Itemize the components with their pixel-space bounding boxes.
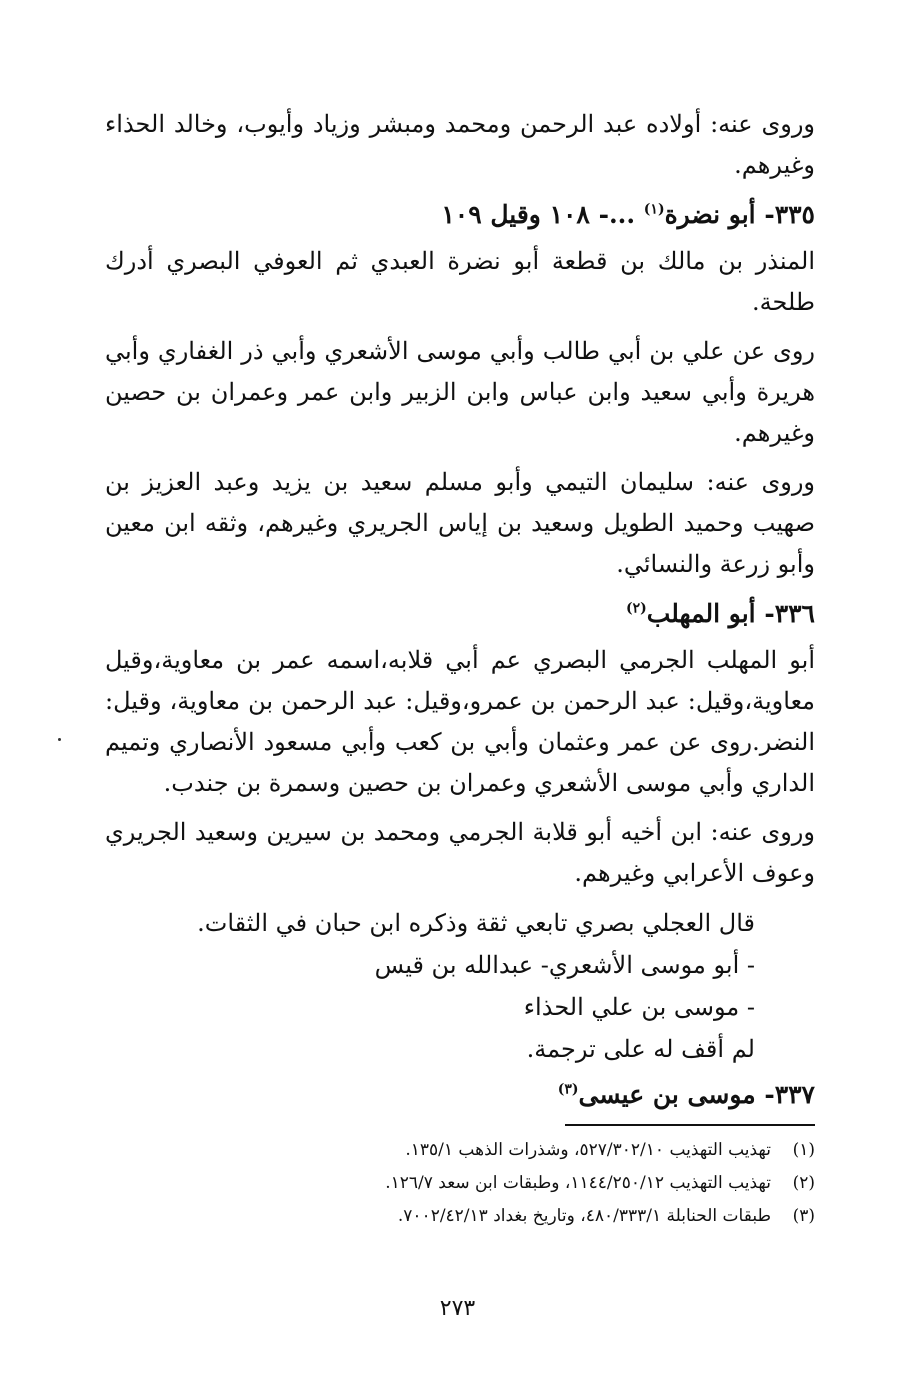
note-line: - أبو موسى الأشعري- عبدالله بن قيس [374, 951, 755, 979]
footnote [200, 1200, 815, 1233]
narrators-from-paragraph: وروى عنه: أولاده عبد الرحمن ومحمد ومبشر وزياد وأيوب، وخالد الحذاء وغيرهم. [105, 110, 815, 179]
footnote-text: تهذيب التهذيب ١١٤٤/٢٥٠/١٢، وطبقات ابن سعد ١٢٦/٧. [385, 1173, 771, 1193]
main-text-column [105, 104, 815, 1121]
biography-paragraph: المنذر بن مالك بن قطعة أبو نضرة العبدي ثم العوفي البصري أدرك طلحة. [105, 247, 815, 316]
entry-heading-335 [105, 194, 815, 235]
footnote-ref-2: (٢) [625, 600, 647, 617]
entry-heading-335-dates: ...- ١٠٨ وقيل ١٠٩ [441, 200, 644, 229]
biography-paragraph-2: أبو المهلب الجرمي البصري عم أبي قلابه،اسمه عمر بن معاوية،وقيل معاوية،وقيل: عبد الرحمن بن عمرو،وقيل: عبد الرحمن بن معاوية، وقيل: النضر.روى عن عمر وعثمان وأبي بن كعب وأبي مسعود الأنصاري وتميم الداري وأبي موسى الأشعري وعمران بن حصين وسمرة بن جندب. [105, 646, 816, 797]
entry-heading-336-title: ٣٣٦- أبو المهلب [646, 599, 815, 628]
footnote [200, 1134, 815, 1167]
narrators-from-paragraph-2: وروى عنه: سليمان التيمي وأبو مسلم سعيد بن يزيد وعبد العزيز بن صهيب وحميد الطويل وسعيد بن إياس الجريري وغيرهم، وثقه ابن معين وأبو زرعة والنسائي. [105, 468, 815, 578]
entry-heading-335-title: ٣٣٥- أبو نضرة [664, 200, 815, 229]
footnote-ref-3: (٣) [557, 1081, 579, 1098]
narrated-from-paragraph: روى عن علي بن أبي طالب وأبي موسى الأشعري وأبي ذر الغفاري وأبي هريرة وأبي سعيد وابن عباس وابن الزبير وابن عمر وعمران بن حصين وغيرهم. [105, 337, 816, 447]
footnote-text: طبقات الحنابلة ٤٨٠/٣٣٣/١، وتاريخ بغداد ٧٠٠٢/٤٢/١٣. [397, 1206, 771, 1226]
entry-heading-336 [105, 593, 815, 634]
footnote-ref-1: (١) [643, 201, 665, 218]
footnote [200, 1167, 815, 1200]
entry-heading-337 [105, 1074, 815, 1115]
page-number: ٢٧٣ [439, 1296, 476, 1321]
note-line: قال العجلي بصري تابعي ثقة وذكره ابن حبان في الثقات. [197, 909, 755, 937]
notes-block [105, 902, 755, 1070]
stray-mark [58, 738, 61, 741]
footnote-number: (٣) [792, 1206, 815, 1226]
narrators-from-paragraph-3: وروى عنه: ابن أخيه أبو قلابة الجرمي ومحمد بن سيرين وسعيد الجريري وعوف الأعرابي وغيرهم. [105, 818, 815, 887]
footnotes [200, 1134, 815, 1233]
note-line: لم أقف له على ترجمة. [526, 1035, 755, 1063]
footnote-separator [565, 1124, 815, 1126]
entry-heading-337-title: ٣٣٧- موسى بن عيسى [578, 1080, 815, 1109]
footnote-number: (١) [792, 1140, 815, 1160]
footnote-text: تهذيب التهذيب ٥٢٧/٣٠٢/١٠، وشذرات الذهب ١٣٥/١. [405, 1140, 771, 1160]
note-line: - موسى بن علي الحذاء [523, 993, 755, 1021]
footnote-number: (٢) [792, 1173, 815, 1193]
